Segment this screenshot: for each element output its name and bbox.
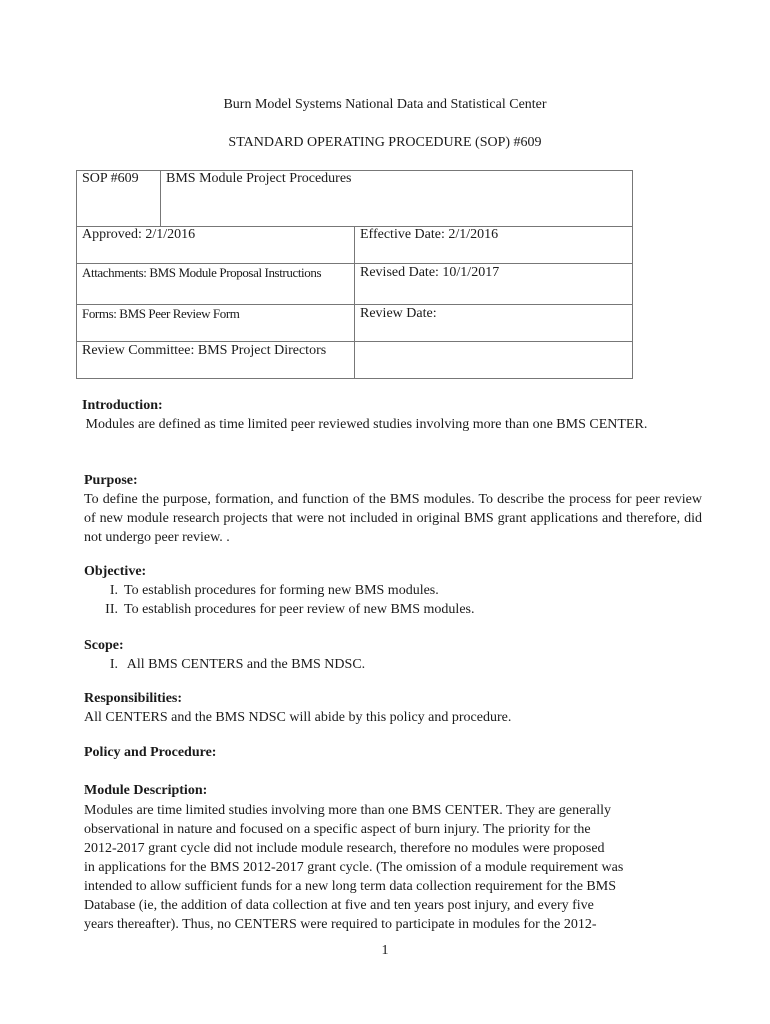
responsibilities-text: All CENTERS and the BMS NDSC will abide by this policy and procedure. [84,710,512,725]
review-date-cell: Review Date: [355,305,633,342]
forms-cell: Forms: BMS Peer Review Form [77,305,355,342]
purpose-text: To define the purpose, formation, and function of the BMS modules. To describe the process for peer review of new module research projects that were not included in original BMS grant applications and therefore, did not undergo peer review. . [84,492,702,545]
scope-section [84,636,706,674]
sop-info-table [76,170,633,379]
paragraph-line: years thereafter). Thus, no CENTERS were required to participate in modules for the 2012- [84,917,597,932]
purpose-section [84,471,706,547]
sop-title-heading: STANDARD OPERATING PROCEDURE (SOP) #609 [228,135,542,150]
list-item-text: To establish procedures for peer review of new BMS modules. [124,602,475,617]
responsibilities-section [84,689,706,727]
list-item-text: All BMS CENTERS and the BMS NDSC. [124,657,366,672]
paragraph-line: Modules are time limited studies involving more than one BMS CENTER. They are generally [84,803,611,818]
table-row [77,305,633,342]
empty-cell [355,342,633,379]
objective-heading: Objective: [84,564,147,579]
list-item-number: I. [109,583,118,598]
introduction-heading: Introduction: [82,398,163,413]
scope-heading: Scope: [84,638,124,653]
module-description-section [84,781,724,934]
revised-date-cell: Revised Date: 10/1/2017 [355,264,633,305]
table-row [77,342,633,379]
list-item [84,655,706,674]
effective-date-cell: Effective Date: 2/1/2016 [355,227,633,264]
review-committee-cell: Review Committee: BMS Project Directors [77,342,355,379]
purpose-heading: Purpose: [84,473,138,488]
paragraph-line: Database (ie, the addition of data collection at five and ten years post injury, and every five [84,898,594,913]
sop-number-cell: SOP #609 [77,171,161,227]
paragraph-line: intended to allow sufficient funds for a new long term data collection requirement for the BMS [84,879,616,894]
list-item [84,600,706,619]
introduction-section [82,396,704,434]
page-number: 1 [381,943,389,958]
paragraph-line: in applications for the BMS 2012-2017 grant cycle. (The omission of a module requirement was [84,860,624,875]
policy-heading: Policy and Procedure: [84,745,217,760]
module-description-heading: Module Description: [84,783,208,798]
paragraph-line: observational in nature and focused on a specific aspect of burn injury. The priority for the [84,822,591,837]
objective-section [84,562,706,619]
list-item-number: II. [105,602,118,617]
center-name-heading: Burn Model Systems National Data and Statistical Center [223,97,547,112]
attachments-cell: Attachments: BMS Module Proposal Instructions [77,264,355,305]
table-row [77,264,633,305]
table-row [77,171,633,227]
policy-section [84,743,706,762]
paragraph-line: 2012-2017 grant cycle did not include module research, therefore no modules were proposed [84,841,605,856]
list-item-text: To establish procedures for forming new BMS modules. [124,583,439,598]
list-item [84,581,706,600]
list-item-number: I. [109,657,118,672]
introduction-text: Modules are defined as time limited peer reviewed studies involving more than one BMS CENTER. [82,417,648,432]
responsibilities-heading: Responsibilities: [84,691,183,706]
approved-cell: Approved: 2/1/2016 [77,227,355,264]
sop-name-cell: BMS Module Project Procedures [161,171,633,227]
table-row [77,227,633,264]
